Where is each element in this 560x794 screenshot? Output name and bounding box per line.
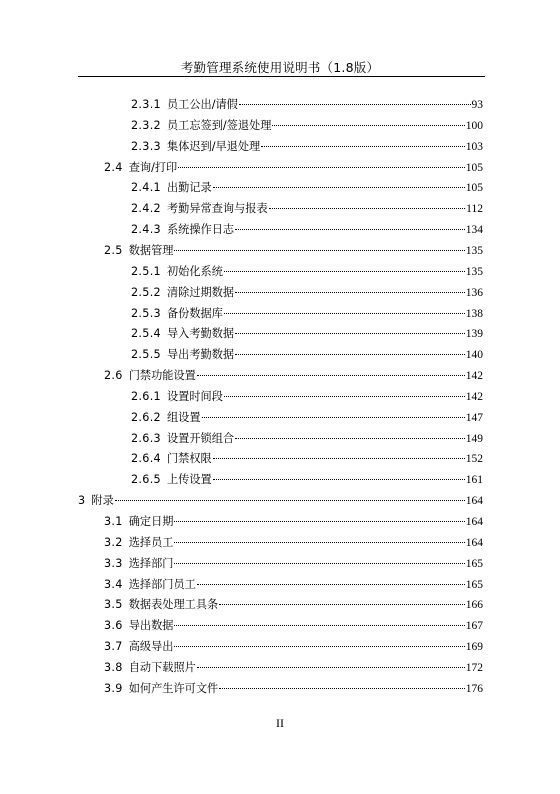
dot-leader bbox=[213, 458, 465, 459]
toc-entry[interactable] bbox=[104, 682, 483, 696]
toc-entry-number: 3.5 bbox=[104, 598, 123, 612]
dot-leader bbox=[213, 479, 465, 480]
dot-leader bbox=[224, 396, 465, 397]
page-header-title: 考勤管理系统使用说明书（1.8版） bbox=[180, 60, 380, 75]
toc-entry-page: 112 bbox=[466, 203, 483, 216]
toc-entry[interactable] bbox=[104, 661, 483, 675]
toc-entry[interactable] bbox=[131, 473, 483, 487]
toc-entry[interactable] bbox=[131, 181, 483, 195]
toc-entry-number: 2.6.3 bbox=[131, 431, 161, 445]
toc-entry-page: 136 bbox=[465, 286, 483, 299]
toc-entry[interactable] bbox=[131, 307, 483, 321]
toc-entry[interactable] bbox=[131, 265, 483, 279]
dot-leader bbox=[235, 438, 465, 439]
toc-entry[interactable] bbox=[104, 161, 483, 175]
toc-entry-title: 数据表处理工具条 bbox=[128, 598, 219, 612]
toc-entry-title: 系统操作日志 bbox=[166, 223, 235, 237]
toc-entry-number: 2.6.1 bbox=[131, 389, 161, 403]
dot-leader bbox=[224, 271, 465, 272]
toc-entry[interactable] bbox=[131, 286, 483, 300]
dot-leader bbox=[213, 187, 465, 188]
toc-entry-title: 设置开锁组合 bbox=[166, 431, 235, 445]
dot-leader bbox=[235, 292, 465, 293]
toc-entry-number: 2.4.3 bbox=[131, 223, 161, 237]
toc-entry[interactable] bbox=[131, 327, 483, 341]
toc-entry[interactable] bbox=[131, 452, 483, 466]
toc-entry-page: 142 bbox=[465, 370, 483, 383]
dot-leader bbox=[115, 500, 465, 501]
toc-entry-page: 138 bbox=[465, 307, 483, 320]
toc-entry-page: 152 bbox=[465, 453, 483, 466]
toc-entry-title: 自动下载照片 bbox=[128, 660, 196, 674]
dot-leader bbox=[239, 104, 471, 105]
toc-entry-page: 149 bbox=[465, 432, 483, 445]
toc-entry[interactable] bbox=[131, 223, 483, 237]
toc-entry-page: 105 bbox=[465, 182, 483, 195]
toc-entry-page: 105 bbox=[465, 161, 483, 174]
toc-entry[interactable] bbox=[104, 578, 483, 592]
toc-entry-title: 门禁功能设置 bbox=[128, 369, 196, 383]
toc-entry-number: 3.4 bbox=[104, 577, 123, 591]
toc-entry-number: 2.4 bbox=[104, 160, 123, 174]
toc-entry-title: 查询/打印 bbox=[128, 160, 178, 174]
toc-entry-title: 集体迟到/早退处理 bbox=[166, 139, 261, 153]
dot-leader bbox=[174, 250, 464, 251]
dot-leader bbox=[174, 646, 464, 647]
toc-entry-title: 上传设置 bbox=[166, 473, 212, 487]
toc-entry[interactable] bbox=[104, 598, 483, 612]
toc-entry-title: 附录 bbox=[91, 494, 114, 508]
toc-entry-number: 3.9 bbox=[104, 681, 123, 695]
dot-leader bbox=[197, 667, 465, 668]
toc-entry[interactable] bbox=[131, 390, 483, 404]
page-number: II bbox=[276, 716, 284, 730]
toc-entry[interactable] bbox=[131, 119, 483, 133]
dot-leader bbox=[269, 208, 466, 209]
toc-entry-page: 164 bbox=[465, 516, 483, 528]
toc-entry-number: 2.6 bbox=[104, 369, 123, 383]
toc-entry-title: 清除过期数据 bbox=[166, 285, 235, 299]
toc-entry-page: 161 bbox=[465, 474, 483, 487]
toc-entry-page: 139 bbox=[465, 328, 483, 341]
toc-entry-number: 2.6.2 bbox=[131, 410, 161, 424]
toc-entry-number: 2.3.3 bbox=[131, 139, 161, 153]
toc-entry[interactable] bbox=[104, 536, 483, 550]
toc-entry-title: 备份数据库 bbox=[166, 306, 223, 320]
dot-leader bbox=[197, 584, 465, 585]
toc-entry-number: 2.5.5 bbox=[131, 348, 161, 362]
toc-entry-number: 2.3.2 bbox=[131, 118, 161, 132]
toc-entry-page: 166 bbox=[465, 599, 483, 612]
dot-leader bbox=[261, 146, 465, 147]
toc-entry-number: 3.1 bbox=[104, 515, 123, 528]
toc-entry-number: 3.6 bbox=[104, 619, 123, 633]
dot-leader bbox=[224, 313, 465, 314]
dot-leader bbox=[219, 604, 465, 605]
toc-entry[interactable] bbox=[131, 348, 483, 362]
toc-entry[interactable] bbox=[104, 515, 483, 529]
toc-entry[interactable] bbox=[104, 244, 483, 258]
toc-entry-page: 142 bbox=[465, 390, 483, 403]
toc-entry-page: 165 bbox=[465, 578, 483, 591]
toc-entry-title: 导出考勤数据 bbox=[166, 348, 235, 362]
toc-entry[interactable] bbox=[104, 640, 483, 654]
toc-entry[interactable] bbox=[104, 557, 483, 571]
dot-leader bbox=[174, 542, 464, 543]
toc-entry-page: 165 bbox=[465, 557, 483, 570]
toc-entry[interactable] bbox=[131, 98, 483, 112]
dot-leader bbox=[202, 417, 465, 418]
toc-entry-number: 2.6.4 bbox=[131, 452, 161, 466]
dot-leader bbox=[219, 688, 465, 689]
toc-entry-title: 确定日期 bbox=[128, 515, 174, 528]
toc-entry-page: 167 bbox=[465, 620, 483, 633]
toc-entry[interactable] bbox=[78, 494, 483, 508]
toc-entry-title: 选择员工 bbox=[128, 535, 174, 549]
toc-entry-page: 100 bbox=[465, 119, 483, 132]
dot-leader bbox=[235, 333, 465, 334]
toc-entry-title: 导入考勤数据 bbox=[166, 327, 235, 341]
dot-leader bbox=[174, 563, 464, 564]
dot-leader bbox=[235, 229, 465, 230]
toc-entry[interactable] bbox=[131, 432, 483, 446]
toc-entry-title: 选择部门 bbox=[128, 556, 174, 570]
toc-entry-number: 2.5.2 bbox=[131, 285, 161, 299]
toc-entry-number: 3.2 bbox=[104, 535, 123, 549]
toc-entry[interactable] bbox=[104, 369, 483, 383]
toc-entry-title: 数据管理 bbox=[128, 243, 174, 257]
toc-entry-number: 3 bbox=[78, 494, 86, 508]
toc-entry-page: 134 bbox=[465, 224, 483, 237]
toc-entry-number: 3.3 bbox=[104, 556, 123, 570]
toc-entry-title: 员工公出/请假 bbox=[166, 98, 238, 111]
toc-entry[interactable] bbox=[131, 411, 483, 425]
toc-entry-page: 169 bbox=[465, 641, 483, 654]
toc-entry-title: 员工忘签到/签退处理 bbox=[166, 118, 272, 132]
toc-entry-number: 2.6.5 bbox=[131, 473, 161, 487]
toc-entry-page: 93 bbox=[471, 99, 483, 111]
toc-entry[interactable] bbox=[104, 619, 483, 633]
dot-leader bbox=[178, 167, 465, 168]
toc-entry-page: 176 bbox=[465, 682, 483, 695]
toc-entry-page: 147 bbox=[465, 411, 483, 424]
toc-entry-number: 2.5.1 bbox=[131, 264, 161, 278]
toc-entry-page: 164 bbox=[465, 536, 483, 549]
toc-entry-title: 门禁权限 bbox=[166, 452, 212, 466]
toc-entry-page: 135 bbox=[465, 265, 483, 278]
toc-entry-number: 3.8 bbox=[104, 660, 123, 674]
toc-entry-page: 140 bbox=[465, 349, 483, 362]
toc-entry-number: 2.5.4 bbox=[131, 327, 161, 341]
toc-entry-title: 选择部门员工 bbox=[128, 577, 196, 591]
toc-entry-number: 3.7 bbox=[104, 640, 123, 654]
toc-entry-title: 如何产生许可文件 bbox=[128, 681, 219, 695]
toc-entry[interactable] bbox=[131, 202, 483, 216]
toc-entry-page: 103 bbox=[465, 140, 483, 153]
toc-entry-title: 初始化系统 bbox=[166, 264, 223, 278]
toc-entry-title: 导出数据 bbox=[128, 619, 174, 633]
toc-entry-title: 出勤记录 bbox=[166, 181, 212, 195]
toc-entry-number: 2.4.1 bbox=[131, 181, 161, 195]
toc-entry-title: 考勤异常查询与报表 bbox=[166, 202, 268, 216]
dot-leader bbox=[174, 521, 464, 522]
toc-entry-number: 2.5 bbox=[104, 243, 123, 257]
toc-entry-title: 高级导出 bbox=[128, 640, 174, 654]
toc-entry-number: 2.4.2 bbox=[131, 202, 161, 216]
toc-entry[interactable] bbox=[131, 140, 483, 154]
dot-leader bbox=[174, 625, 464, 626]
toc-entry-page: 164 bbox=[465, 495, 483, 508]
toc-entry-number: 2.3.1 bbox=[131, 98, 161, 111]
header-divider bbox=[78, 76, 485, 77]
toc-entry-title: 组设置 bbox=[166, 410, 201, 424]
toc-entry-number: 2.5.3 bbox=[131, 306, 161, 320]
toc-entry-title: 设置时间段 bbox=[166, 389, 223, 403]
dot-leader bbox=[272, 125, 464, 126]
toc-entry-page: 172 bbox=[465, 661, 483, 674]
dot-leader bbox=[235, 354, 465, 355]
toc-entry-page: 135 bbox=[465, 244, 483, 257]
dot-leader bbox=[197, 375, 465, 376]
